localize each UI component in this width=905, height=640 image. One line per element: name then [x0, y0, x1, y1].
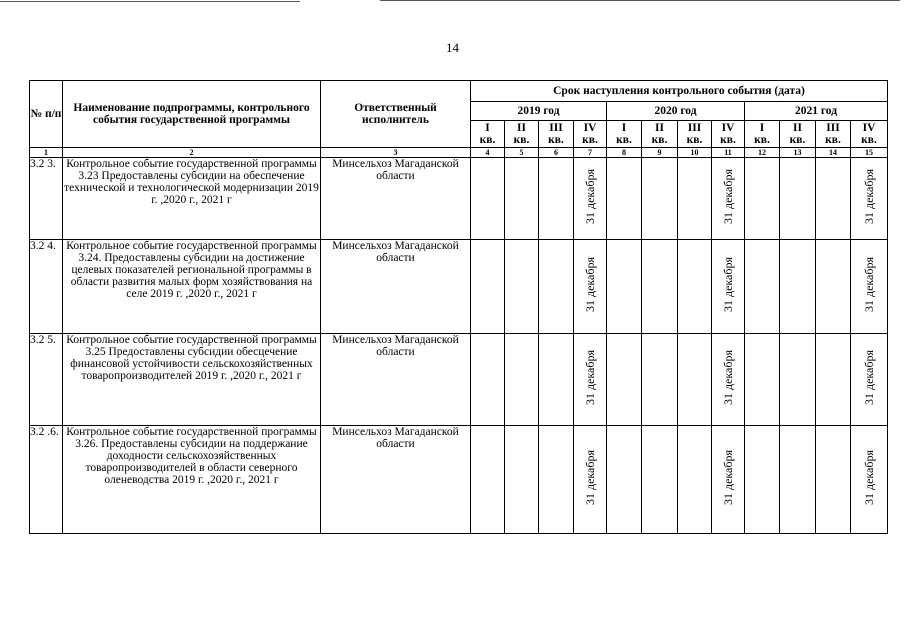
quarter-cell — [505, 158, 539, 240]
table-row — [30, 158, 888, 240]
scan-edge-line — [380, 0, 900, 1]
quarter-cell — [574, 426, 607, 534]
quarter-cell — [780, 158, 816, 240]
column-number: 11 — [712, 148, 745, 158]
quarter-cell — [851, 240, 888, 334]
header-quarter: II кв. — [505, 121, 539, 148]
quarter-cell — [539, 240, 574, 334]
quarter-cell — [607, 334, 642, 426]
quarter-cell — [745, 426, 780, 534]
quarter-cell — [539, 426, 574, 534]
executor: Минсельхоз Магаданской области — [321, 158, 471, 240]
column-number: 7 — [574, 148, 607, 158]
deadline-date: 31 декабря — [862, 450, 876, 506]
quarter-cell — [471, 158, 505, 240]
deadline-date: 31 декабря — [583, 169, 597, 225]
deadline-date: 31 декабря — [862, 257, 876, 313]
header-quarter: IV кв. — [574, 121, 607, 148]
header-quarter: I кв. — [745, 121, 780, 148]
table-body — [30, 158, 888, 534]
quarter-cell — [678, 334, 712, 426]
quarter-cell — [471, 240, 505, 334]
quarter-cell — [851, 334, 888, 426]
quarter-cell — [712, 158, 745, 240]
quarter-cell — [471, 334, 505, 426]
quarter-cell — [607, 158, 642, 240]
table-row — [30, 426, 888, 534]
column-number: 1 — [30, 148, 63, 158]
deadline-date: 31 декабря — [721, 257, 735, 313]
quarter-cell — [851, 158, 888, 240]
quarter-cell — [745, 334, 780, 426]
table-row — [30, 240, 888, 334]
deadline-date: 31 декабря — [721, 450, 735, 506]
column-number: 9 — [642, 148, 678, 158]
quarter-cell — [678, 158, 712, 240]
column-number: 6 — [539, 148, 574, 158]
header-quarter: I кв. — [471, 121, 505, 148]
quarter-cell — [712, 426, 745, 534]
quarter-cell — [505, 334, 539, 426]
header-quarter: III кв. — [539, 121, 574, 148]
deadline-date: 31 декабря — [583, 350, 597, 406]
page-number: 14 — [446, 40, 459, 55]
deadline-date: 31 декабря — [721, 169, 735, 225]
column-number: 10 — [678, 148, 712, 158]
column-number: 12 — [745, 148, 780, 158]
header-executor: Ответственный исполнитель — [321, 81, 471, 148]
quarter-cell — [539, 158, 574, 240]
header-no: № п/п — [30, 81, 63, 148]
header-period: Срок наступления контрольного события (дата) — [471, 81, 888, 102]
quarter-cell — [745, 158, 780, 240]
quarter-cell — [678, 426, 712, 534]
header-quarter: IV кв. — [712, 121, 745, 148]
row-number: 3.2 5. — [30, 334, 63, 426]
quarter-cell — [712, 240, 745, 334]
quarter-cell — [471, 426, 505, 534]
quarter-cell — [816, 158, 851, 240]
quarter-cell — [712, 334, 745, 426]
quarter-cell — [505, 426, 539, 534]
quarter-cell — [574, 158, 607, 240]
quarter-cell — [607, 426, 642, 534]
executor: Минсельхоз Магаданской области — [321, 334, 471, 426]
quarter-cell — [642, 240, 678, 334]
executor: Минсельхоз Магаданской области — [321, 426, 471, 534]
column-number-row — [30, 148, 888, 158]
table-row — [30, 334, 888, 426]
header-quarter: III кв. — [816, 121, 851, 148]
quarter-cell — [851, 426, 888, 534]
column-number: 4 — [471, 148, 505, 158]
header-quarter: II кв. — [780, 121, 816, 148]
quarter-cell — [745, 240, 780, 334]
column-number: 15 — [851, 148, 888, 158]
column-number: 13 — [780, 148, 816, 158]
header-quarter: III кв. — [678, 121, 712, 148]
header-year-2020: 2020 год — [607, 102, 745, 121]
header-year-2019: 2019 год — [471, 102, 607, 121]
quarter-cell — [539, 334, 574, 426]
deadline-date: 31 декабря — [862, 169, 876, 225]
quarter-cell — [780, 240, 816, 334]
event-name: Контрольное событие государственной программы 3.24. Предоставлены субсидии на достижение целевых показателей региональной программы в области развития малых форм хозяйствования на селе 2019 г. ,2020 г., 2021 г — [63, 240, 321, 334]
event-name: Контрольное событие государственной программы 3.23 Предоставлены субсидии на обеспечение технической и технологической модернизации 2019 г. ,2020 г., 2021 г — [63, 158, 321, 240]
column-number: 2 — [63, 148, 321, 158]
header-quarter: II кв. — [642, 121, 678, 148]
deadline-date: 31 декабря — [583, 450, 597, 506]
quarter-cell — [505, 240, 539, 334]
deadline-date: 31 декабря — [583, 257, 597, 313]
executor: Минсельхоз Магаданской области — [321, 240, 471, 334]
header-name: Наименование подпрограммы, контрольного события государственной программы — [63, 81, 321, 148]
quarter-cell — [816, 426, 851, 534]
header-quarter: IV кв. — [851, 121, 888, 148]
quarter-cell — [816, 240, 851, 334]
quarter-cell — [574, 240, 607, 334]
column-number: 14 — [816, 148, 851, 158]
event-name: Контрольное событие государственной программы 3.26. Предоставлены субсидии на поддержание доходности сельскохозяйственных товаропроизводителей в области северного оленеводства 2019 г. ,2020 г., 2021 г — [63, 426, 321, 534]
scan-edge-line — [0, 1, 300, 2]
deadline-date: 31 декабря — [721, 350, 735, 406]
column-number: 5 — [505, 148, 539, 158]
row-number: 3.2 .6. — [30, 426, 63, 534]
column-number: 8 — [607, 148, 642, 158]
quarter-cell — [816, 334, 851, 426]
header-quarter: I кв. — [607, 121, 642, 148]
header-year-2021: 2021 год — [745, 102, 888, 121]
quarter-cell — [607, 240, 642, 334]
quarter-cell — [574, 334, 607, 426]
control-events-table — [29, 80, 888, 534]
quarter-cell — [678, 240, 712, 334]
event-name: Контрольное событие государственной программы 3.25 Предоставлены субсидии обесцечение финансовой устойчивости сельскохозяйственных товаропроизводителей 2019 г. ,2020 г., 2021 г — [63, 334, 321, 426]
row-number: 3.2 4. — [30, 240, 63, 334]
column-number: 3 — [321, 148, 471, 158]
quarter-cell — [642, 334, 678, 426]
deadline-date: 31 декабря — [862, 350, 876, 406]
quarter-cell — [642, 158, 678, 240]
row-number: 3.2 3. — [30, 158, 63, 240]
quarter-cell — [780, 334, 816, 426]
quarter-cell — [642, 426, 678, 534]
quarter-cell — [780, 426, 816, 534]
